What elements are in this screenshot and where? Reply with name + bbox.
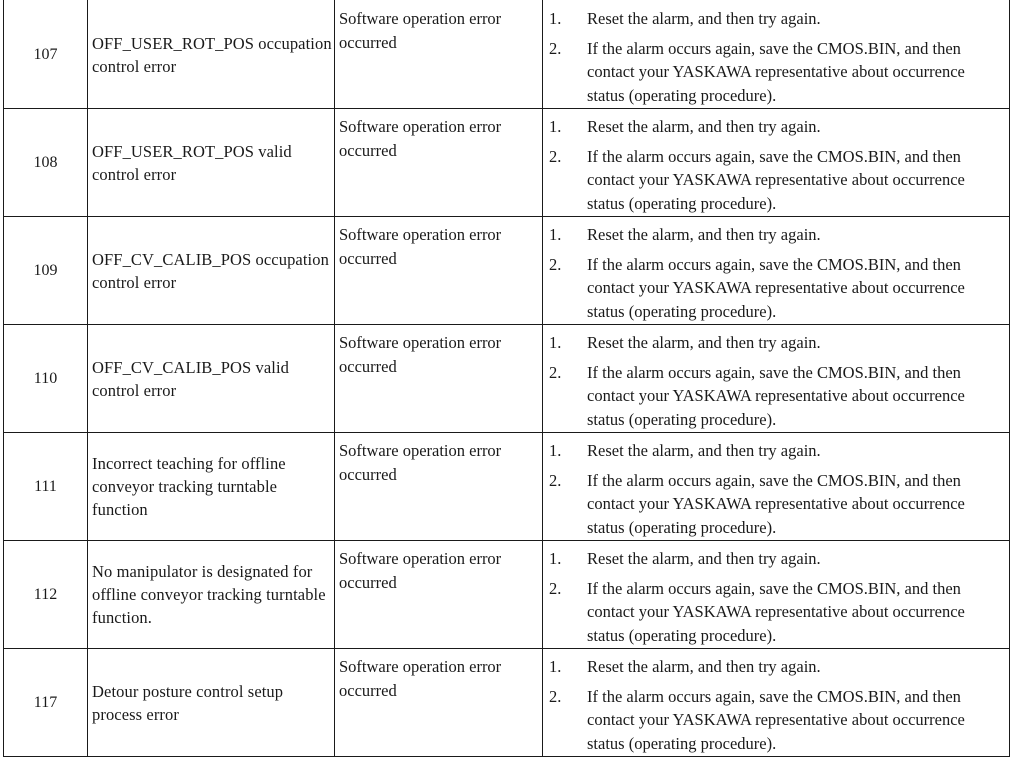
remedy-step-text: Reset the alarm, and then try again.	[587, 9, 821, 28]
remedy-step-text: If the alarm occurs again, save the CMOS.BIN, and then contact your YASKAWA representative about occurrence status (operating procedure).	[587, 146, 965, 213]
alarm-remedy	[543, 325, 1010, 433]
remedy-step-text: If the alarm occurs again, save the CMOS.BIN, and then contact your YASKAWA representative about occurrence status (operating procedure).	[587, 38, 965, 105]
remedy-step-number: 1.	[549, 549, 562, 568]
remedy-step-number: 1.	[549, 333, 562, 352]
alarm-cause: Software operation error occurred	[335, 109, 543, 217]
remedy-step-number: 1.	[549, 9, 562, 28]
remedy-step-text: Reset the alarm, and then try again.	[587, 657, 821, 676]
remedy-step	[549, 547, 1005, 571]
remedy-step	[549, 685, 1005, 756]
remedy-step	[549, 7, 1005, 31]
remedy-step	[549, 469, 1005, 540]
remedy-step-number: 1.	[549, 225, 562, 244]
alarm-condition: OFF_USER_ROT_POS valid control error	[88, 109, 335, 217]
alarm-condition: Incorrect teaching for offline conveyor tracking turntable function	[88, 433, 335, 541]
remedy-step	[549, 331, 1005, 355]
remedy-step	[549, 115, 1005, 139]
remedy-step-text: Reset the alarm, and then try again.	[587, 441, 821, 460]
remedy-step-number: 2.	[549, 686, 562, 706]
remedy-step-number: 2.	[549, 470, 562, 490]
remedy-step-text: If the alarm occurs again, save the CMOS.BIN, and then contact your YASKAWA representative about occurrence status (operating procedure).	[587, 686, 965, 753]
remedy-step	[549, 361, 1005, 432]
remedy-step	[549, 253, 1005, 324]
remedy-step	[549, 439, 1005, 463]
remedy-step-text: Reset the alarm, and then try again.	[587, 117, 821, 136]
remedy-step-number: 2.	[549, 146, 562, 166]
remedy-step	[549, 577, 1005, 648]
alarm-row	[4, 649, 1010, 757]
alarm-remedy	[543, 217, 1010, 325]
remedy-step-number: 2.	[549, 578, 562, 598]
alarm-remedy	[543, 109, 1010, 217]
remedy-step	[549, 655, 1005, 679]
remedy-step-text: Reset the alarm, and then try again.	[587, 333, 821, 352]
alarm-condition: Detour posture control setup process error	[88, 649, 335, 757]
alarm-cause: Software operation error occurred	[335, 325, 543, 433]
alarm-condition: OFF_USER_ROT_POS occupation control error	[88, 1, 335, 109]
alarm-row	[4, 541, 1010, 649]
alarm-row	[4, 109, 1010, 217]
remedy-step-number: 1.	[549, 441, 562, 460]
alarm-code: 107	[4, 1, 88, 109]
alarm-condition: No manipulator is designated for offline conveyor tracking turntable function.	[88, 541, 335, 649]
alarm-remedy	[543, 541, 1010, 649]
alarm-cause: Software operation error occurred	[335, 217, 543, 325]
alarm-condition: OFF_CV_CALIB_POS occupation control error	[88, 217, 335, 325]
remedy-step-text: If the alarm occurs again, save the CMOS.BIN, and then contact your YASKAWA representative about occurrence status (operating procedure).	[587, 470, 965, 537]
remedy-step-number: 2.	[549, 254, 562, 274]
remedy-step-number: 2.	[549, 362, 562, 382]
alarm-cause: Software operation error occurred	[335, 649, 543, 757]
alarm-remedy	[543, 433, 1010, 541]
remedy-step	[549, 223, 1005, 247]
remedy-step	[549, 37, 1005, 108]
remedy-step-number: 1.	[549, 657, 562, 676]
alarm-code: 117	[4, 649, 88, 757]
remedy-step-text: Reset the alarm, and then try again.	[587, 549, 821, 568]
alarm-code: 111	[4, 433, 88, 541]
alarm-code: 109	[4, 217, 88, 325]
alarm-row	[4, 1, 1010, 109]
alarm-condition: OFF_CV_CALIB_POS valid control error	[88, 325, 335, 433]
alarm-row	[4, 325, 1010, 433]
alarm-row	[4, 217, 1010, 325]
remedy-step-text: If the alarm occurs again, save the CMOS.BIN, and then contact your YASKAWA representative about occurrence status (operating procedure).	[587, 578, 965, 645]
alarm-table	[3, 0, 1010, 757]
remedy-step-text: Reset the alarm, and then try again.	[587, 225, 821, 244]
remedy-step-text: If the alarm occurs again, save the CMOS.BIN, and then contact your YASKAWA representative about occurrence status (operating procedure).	[587, 254, 965, 321]
remedy-step-number: 1.	[549, 117, 562, 136]
alarm-cause: Software operation error occurred	[335, 541, 543, 649]
alarm-cause: Software operation error occurred	[335, 1, 543, 109]
remedy-step-number: 2.	[549, 38, 562, 58]
alarm-code: 110	[4, 325, 88, 433]
alarm-remedy	[543, 1, 1010, 109]
alarm-cause: Software operation error occurred	[335, 433, 543, 541]
remedy-step	[549, 145, 1005, 216]
alarm-table-body	[4, 1, 1010, 757]
alarm-code: 108	[4, 109, 88, 217]
alarm-remedy	[543, 649, 1010, 757]
alarm-code: 112	[4, 541, 88, 649]
alarm-row	[4, 433, 1010, 541]
remedy-step-text: If the alarm occurs again, save the CMOS.BIN, and then contact your YASKAWA representative about occurrence status (operating procedure).	[587, 362, 965, 429]
